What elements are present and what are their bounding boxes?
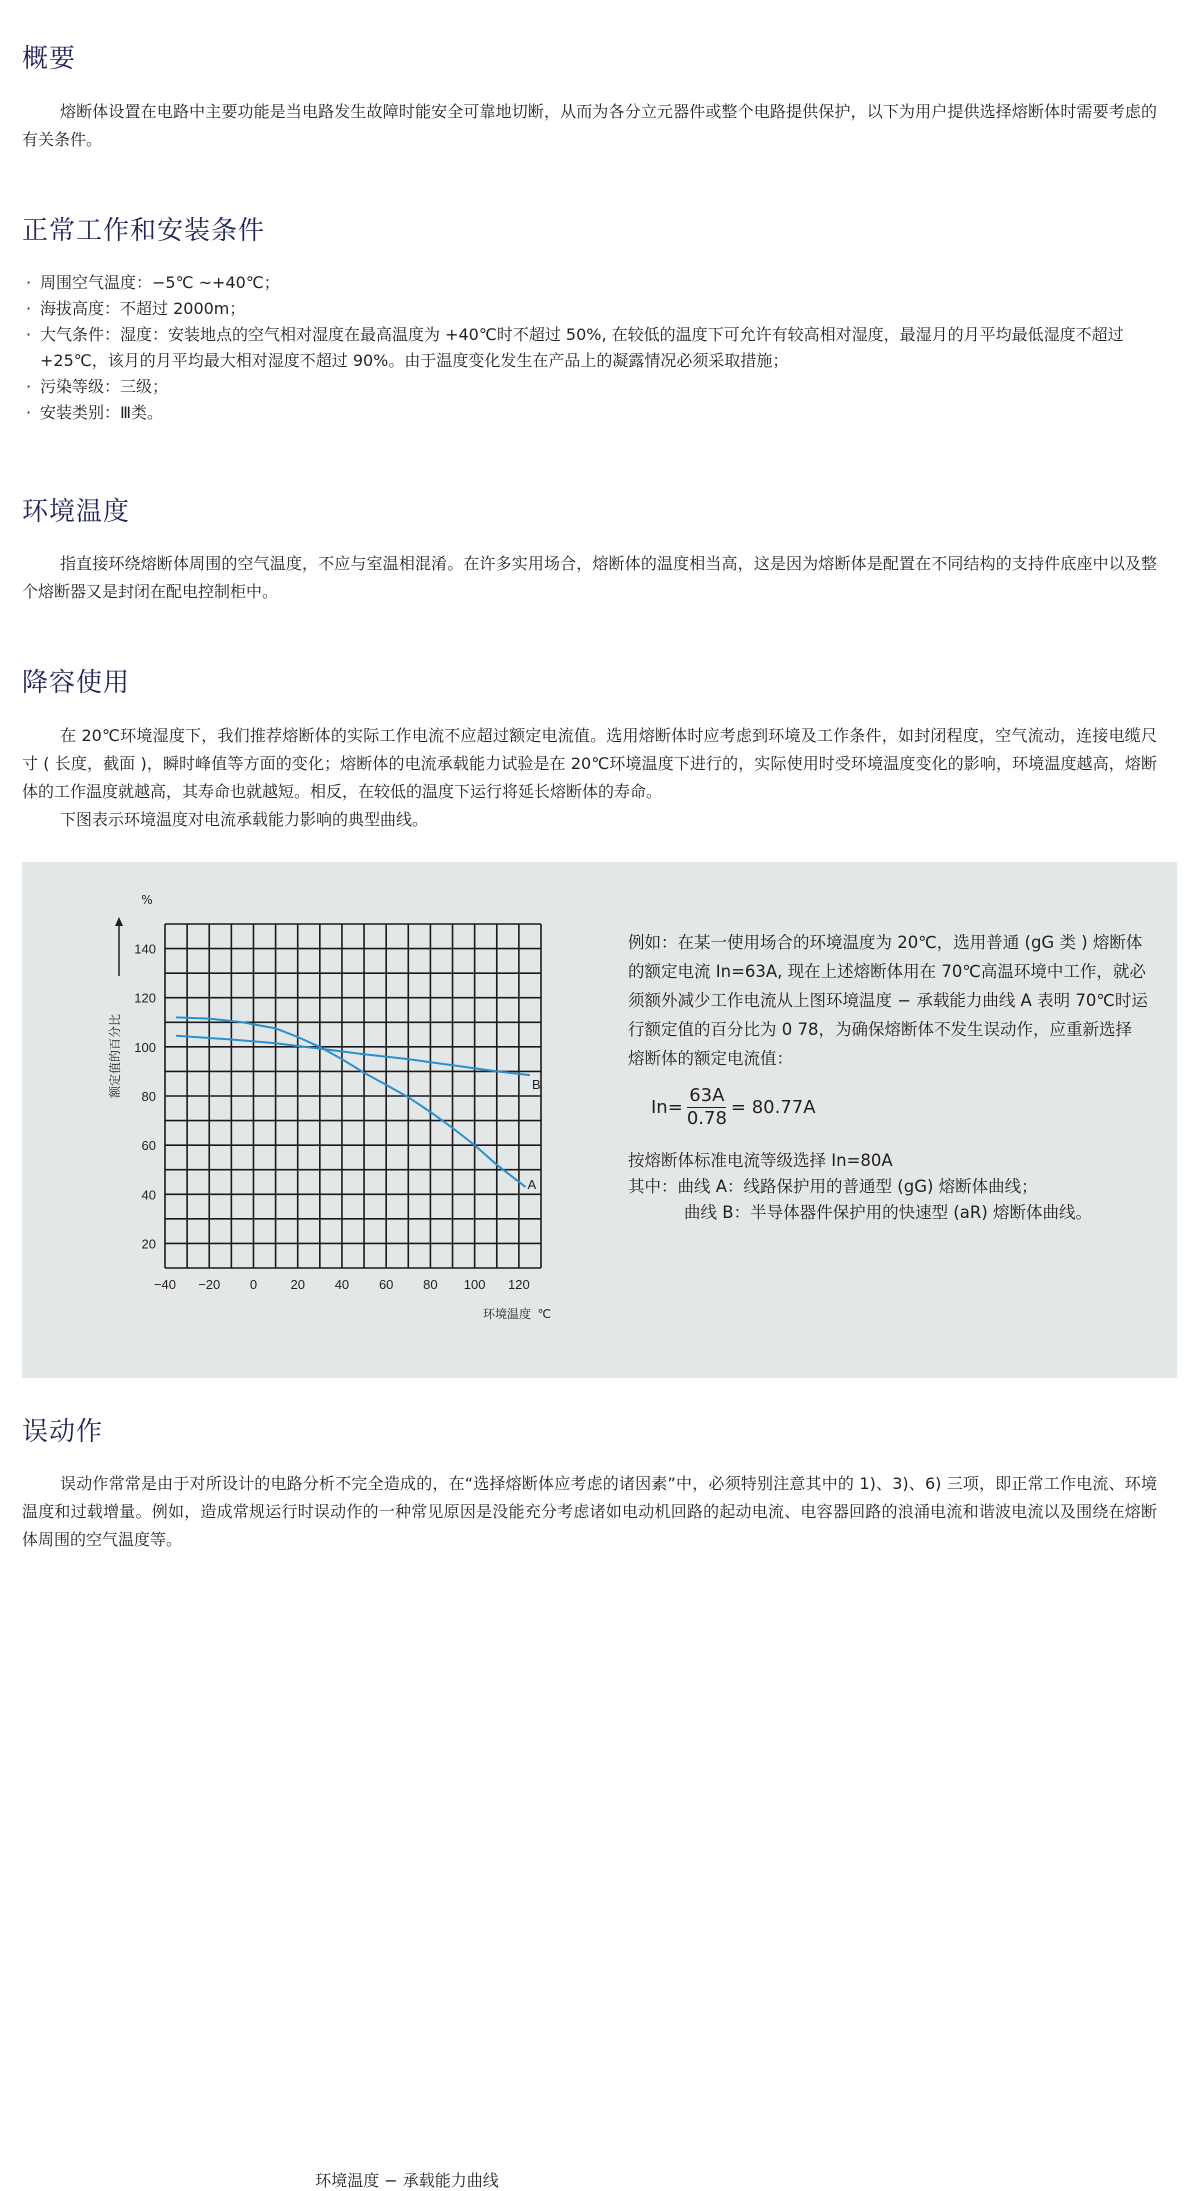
example-text: 例如：在某一使用场合的环境温度为 20℃，选用普通 (gG 类 ) 熔断体的额定电流 In=63A, 现在上述熔断体用在 70℃高温环境中工作，就必须额外减少工作电流从上图环境温度 − 承载能力曲线 A 表明 70℃时运行额定值的百分比为 0 78，为确保熔断体不发生误动作，应重新选择熔断体的额定电流值： — [628, 933, 1148, 1068]
misoperation-paragraph: 误动作常常是由于对所设计的电路分析不完全造成的，在“选择熔断体应考虑的诸因素”中，必须特别注意其中的 1)、3)、6) 三项，即正常工作电流、环境温度和过载增量。例如，造成常规运行时误动作的一种常见原因是没能充分考虑诸如电动机回路的起动电流、电容器回路的浪涌电流和谐波电流以及围绕在熔断体周围的空气温度等。 — [22, 1474, 1157, 1549]
ambient-paragraph: 指直接环绕熔断体周围的空气温度，不应与室温相混淆。在许多实用场合，熔断体的温度相当高，这是因为熔断体是配置在不同结构的支持件底座中以及整个熔断器又是封闭在配电控制柜中。 — [22, 554, 1157, 601]
x-tick-label: 60 — [378, 1277, 394, 1292]
y-tick-label: 140 — [134, 941, 156, 957]
conditions-list — [22, 270, 1162, 426]
formula-denominator: 0.78 — [686, 1108, 727, 1129]
x-tick-label: −40 — [153, 1277, 177, 1292]
derating-chart-intro: 下图表示环境温度对电流承载能力影响的典型曲线。 — [60, 810, 429, 829]
selection-notes — [628, 1148, 1092, 1226]
chart-caption: 环境温度 − 承载能力曲线 — [315, 2171, 499, 2190]
overview-paragraph: 熔断体设置在电路中主要功能是当电路发生故障时能安全可靠地切断，从而为各分立元器件或整个电路提供保护，以下为用户提供选择熔断体时需要考虑的有关条件。 — [22, 102, 1157, 149]
arrow-up-icon — [115, 917, 123, 926]
y-tick-label: 40 — [141, 1187, 156, 1203]
x-tick-label: 40 — [334, 1277, 350, 1292]
formula-fraction — [687, 1085, 727, 1130]
condition-item: · 污染等级：三级； — [22, 374, 1162, 400]
y-axis-label: 额定值的百分比 — [108, 1013, 122, 1099]
y-unit-label: % — [141, 893, 153, 907]
curve-a-note: 其中：曲线 A：线路保护用的普通型 (gG) 熔断体曲线； — [628, 1177, 1038, 1196]
y-tick-label: 60 — [141, 1138, 156, 1154]
formula-lhs: In= — [651, 1097, 683, 1118]
heading-derating: 降容使用 — [22, 668, 131, 698]
condition-item: · 大气条件：湿度：安装地点的空气相对湿度在最高温度为 +40℃时不超过 50%, 在较低的温度下可允许有较高相对湿度，最湿月的月平均最低湿度不超过 +25℃，该月的月平均最大相对湿度不超过 90%。由于温度变化发生在产品上的凝露情况必须采取措施； — [22, 322, 1162, 374]
selection-text: 按熔断体标准电流等级选择 In=80A — [628, 1151, 893, 1170]
y-tick-label: 80 — [141, 1089, 156, 1104]
x-tick-label: −20 — [198, 1277, 221, 1292]
formula — [651, 1085, 816, 1130]
formula-numerator: 63A — [689, 1085, 725, 1106]
heading-overview: 概要 — [22, 44, 77, 74]
x-tick-label: 100 — [463, 1277, 486, 1292]
condition-item: · 周围空气温度：−5℃ ~+40℃； — [22, 270, 1162, 296]
y-tick-label: 20 — [141, 1236, 156, 1252]
x-tick-label: 80 — [423, 1277, 438, 1292]
curve-b — [176, 1036, 530, 1075]
x-tick-label: 0 — [249, 1277, 258, 1292]
x-axis-label: 环境温度 — [482, 1307, 531, 1321]
condition-item: · 海拔高度：不超过 2000m； — [22, 296, 1162, 322]
example-note — [628, 928, 1148, 1073]
curve-label-b: B — [531, 1077, 541, 1093]
y-tick-label: 100 — [134, 1039, 156, 1055]
curve-a — [176, 1017, 525, 1187]
derating-paragraph: 在 20℃环境湿度下，我们推荐熔断体的实际工作电流不应超过额定电流值。选用熔断体时应考虑到环境及工作条件，如封闭程度，空气流动，连接电缆尺寸 ( 长度，截面 )，瞬时峰值等方面的变化；熔断体的电流承载能力试验是在 20℃环境温度下进行的，实际使用时受环境温度变化的影响，环境温度越高，熔断体的工作温度就越高，其寿命也就越短。相反，在较低的温度下运行将延长熔断体的寿命。 — [22, 726, 1157, 801]
x-unit-label: ℃ — [537, 1307, 551, 1321]
condition-item: · 安装类别：Ⅲ类。 — [22, 400, 1162, 426]
heading-misoperation: 误动作 — [22, 1417, 104, 1447]
formula-rhs: = 80.77A — [730, 1097, 816, 1118]
x-tick-label: 120 — [508, 1277, 530, 1292]
x-tick-label: 20 — [290, 1277, 305, 1292]
curve-label-a: A — [527, 1176, 537, 1192]
curve-b-note: 曲线 B：半导体器件保护用的快速型 (aR) 熔断体曲线。 — [684, 1203, 1093, 1222]
heading-conditions: 正常工作和安装条件 — [22, 216, 266, 246]
heading-ambient: 环境温度 — [22, 497, 131, 527]
y-tick-label: 120 — [134, 990, 156, 1006]
